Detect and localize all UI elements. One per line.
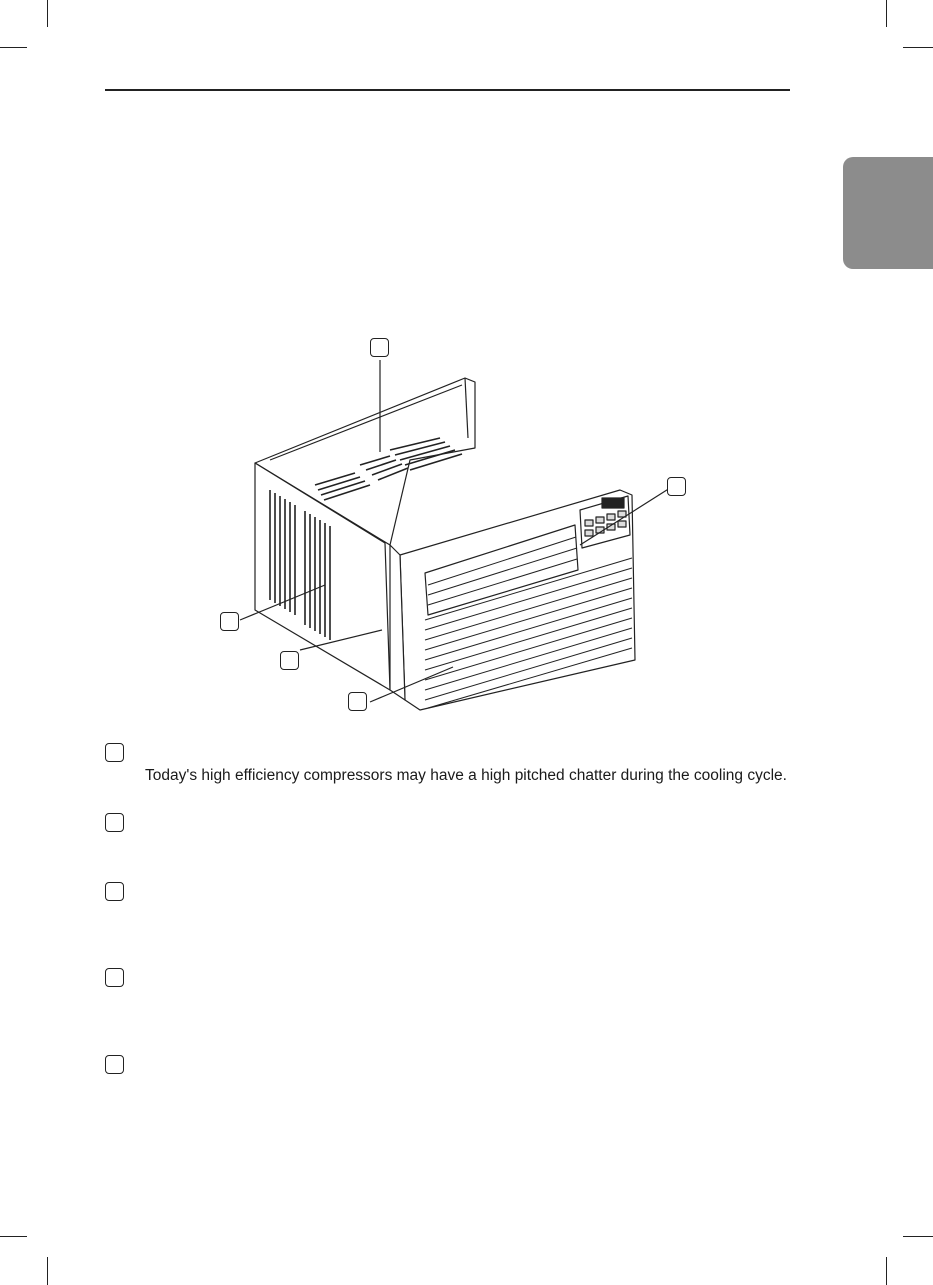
callout-box-top (370, 338, 389, 357)
item-marker (105, 743, 124, 762)
item-marker (105, 882, 124, 901)
callout-box-control (667, 477, 686, 496)
callout-box-front (348, 692, 367, 711)
header-rule (105, 89, 790, 91)
crop-mark (903, 47, 933, 48)
crop-mark (47, 1257, 48, 1285)
crop-mark (903, 1236, 933, 1237)
crop-mark (0, 1236, 27, 1237)
item-marker (105, 1055, 124, 1074)
callout-box-side (220, 612, 239, 631)
item-marker (105, 813, 124, 832)
item-description: Today's high efficiency compressors may have a high pitched chatter during the cooling cycle. (145, 767, 787, 784)
crop-mark (886, 1257, 887, 1285)
callout-box-base (280, 651, 299, 670)
section-tab (843, 157, 933, 269)
crop-mark (47, 0, 48, 27)
crop-mark (886, 0, 887, 27)
air-conditioner-illustration (200, 330, 700, 720)
crop-mark (0, 47, 27, 48)
item-marker (105, 968, 124, 987)
